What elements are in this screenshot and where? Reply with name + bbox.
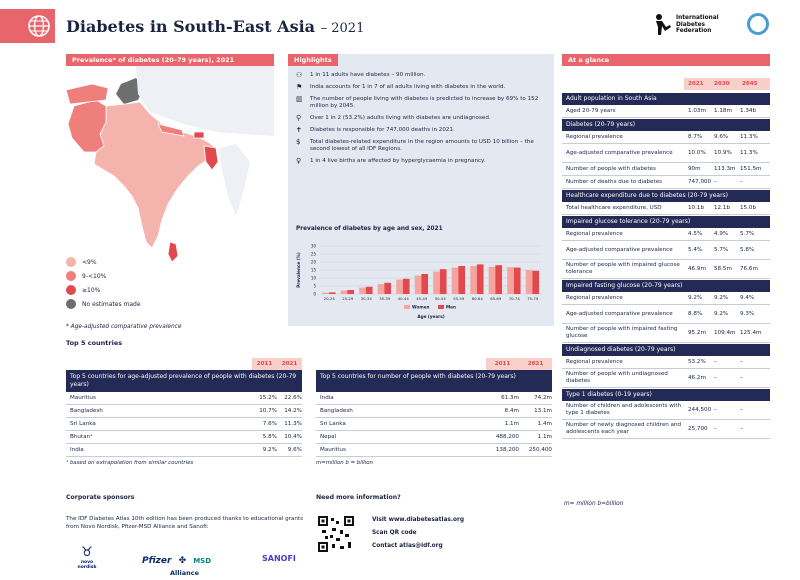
legend-item: <9% bbox=[66, 257, 141, 267]
map-heading: Prevalence* of diabetes (20–79 years), 2021 bbox=[66, 54, 274, 66]
glance-row: Number of children and adolescents with type 1 diabetes 244,500 – – bbox=[562, 401, 770, 420]
glance-row: Number of people with impaired glucose tolerance 46.9m 58.5m 76.6m bbox=[562, 260, 770, 279]
bar-women bbox=[489, 267, 496, 294]
sponsor-logos bbox=[66, 546, 306, 580]
bar-men bbox=[421, 274, 428, 294]
x-tick-label: 75-79 bbox=[527, 296, 539, 301]
legend-item: ≥10% bbox=[66, 285, 141, 295]
glance-table bbox=[562, 92, 770, 439]
chart-icon: ▥ bbox=[296, 95, 303, 103]
y-tick-label: 25 bbox=[310, 251, 316, 257]
pfizer-msd-logo: Pfizer ✤ MSD Alliance bbox=[142, 556, 212, 577]
legend-swatch-icon bbox=[66, 257, 76, 267]
glance-section-title: Type 1 diabetes (0-19 years) bbox=[562, 389, 770, 401]
top5-prevalence-table: 2011 2021 Top 5 countries for age-adjusted prevalence of people with diabetes (20-79 years) Mauritius 15.2% 22.6% Bangladesh 10.7% 14.2% Sri Lanka 7.6% 11.3% Bhutan¹ 5.8% 10.4% India 9.2% 9.6% ¹ based on extrapolation from similar countries bbox=[66, 358, 302, 466]
x-tick-label: 40-44 bbox=[397, 296, 409, 301]
bar-women bbox=[526, 270, 533, 294]
table-row: Bhutan¹ 5.8% 10.4% bbox=[66, 431, 302, 444]
apis-bull-icon: ♉ bbox=[81, 545, 93, 560]
myanmar-region bbox=[218, 144, 250, 216]
glance-row: Aged 20-79 years 1.03m 1.18m 1.34b bbox=[562, 105, 770, 118]
highlight-item: $ Total diabetes-related expenditure in the region amounts to USD 10 billion – the second lowest of all IDF Regions. bbox=[296, 138, 534, 152]
bar-men bbox=[532, 271, 539, 294]
glance-row: Total healthcare expenditure, USD 10.1b 12.1b 15.0b bbox=[562, 202, 770, 215]
table-title: Top 5 countries for number of people with diabetes (20-79 years) bbox=[316, 370, 552, 392]
bar-women bbox=[396, 280, 403, 294]
x-tick-label: 55-59 bbox=[453, 296, 465, 301]
y-tick-label: 30 bbox=[310, 243, 316, 249]
highlight-item: ✝ Diabetes is responsible for 747,000 deaths in 2021. bbox=[296, 126, 455, 134]
top5-number-table: 2011 2021 Top 5 countries for number of people with diabetes (20-79 years) India 61.3m 74.2m Bangladesh 8.4m 13.1m Sri Lanka 1.1m 1.4m Nepal 488,200 1.1m Mauritius 138,200 250,400 m=million b = billion bbox=[316, 358, 552, 466]
legend-label: Men bbox=[446, 304, 456, 310]
bar-women bbox=[378, 284, 385, 294]
glance-row: Number of people with undiagnosed diabetes 46.2m – – bbox=[562, 369, 770, 388]
glance-section-title: Undiagnosed diabetes (20-79 years) bbox=[562, 344, 770, 356]
legend-label: Women bbox=[412, 304, 430, 310]
bangladesh-region bbox=[204, 146, 218, 170]
bar-men bbox=[403, 279, 410, 294]
bar-women bbox=[452, 268, 459, 294]
table-title: Top 5 countries for age-adjusted prevalence of people with diabetes (20-79 years) bbox=[66, 370, 302, 392]
bar-men bbox=[329, 292, 336, 294]
chart-title: Prevalence of diabetes by age and sex, 2021 bbox=[296, 226, 443, 232]
y-tick-label: 20 bbox=[310, 259, 316, 265]
table-row: Mauritius 138,200 250,400 bbox=[316, 444, 552, 457]
map-legend bbox=[66, 257, 141, 313]
bar-men bbox=[366, 287, 373, 294]
y-tick-label: 15 bbox=[310, 267, 316, 273]
glance-section-title: Impaired glucose tolerance (20-79 years) bbox=[562, 216, 770, 228]
globe-icon bbox=[27, 14, 51, 38]
page-title: Diabetes in South-East Asia – 2021 bbox=[66, 17, 365, 36]
bar-men bbox=[514, 268, 521, 294]
x-tick-label: 65-69 bbox=[490, 296, 502, 301]
age-sex-bar-chart bbox=[290, 236, 550, 324]
x-tick-label: 35-39 bbox=[379, 296, 391, 301]
legend-swatch bbox=[438, 305, 444, 309]
sri-lanka-region bbox=[168, 242, 178, 262]
contact-email-link[interactable]: Contact atlas@idf.org bbox=[372, 543, 443, 549]
glance-row: Number of newly diagnosed children and adolescents each year 25,700 – – bbox=[562, 420, 770, 439]
highlight-item: ⚑ India accounts for 1 in 7 of all adults living with diabetes in the world. bbox=[296, 83, 506, 91]
glance-section-title: Diabetes (20-79 years) bbox=[562, 119, 770, 131]
legend-swatch bbox=[404, 305, 410, 309]
legend-item: 9-<10% bbox=[66, 271, 141, 281]
y-tick-label: 0 bbox=[313, 291, 316, 297]
glance-year-header: 2021 2030 2045 bbox=[684, 78, 770, 90]
bar-women bbox=[359, 288, 366, 294]
x-tick-label: 70-74 bbox=[508, 296, 520, 301]
bar-men bbox=[347, 290, 354, 294]
glance-section-title: Healthcare expenditure due to diabetes (20-79 years) bbox=[562, 190, 770, 202]
x-tick-label: 30-34 bbox=[360, 296, 372, 301]
x-tick-label: 45-49 bbox=[416, 296, 428, 301]
table-row: Sri Lanka 1.1m 1.4m bbox=[316, 418, 552, 431]
money-icon: $ bbox=[296, 138, 301, 146]
bar-men bbox=[458, 266, 465, 294]
bar-women bbox=[322, 293, 329, 294]
qr-code-icon[interactable] bbox=[318, 516, 354, 552]
glance-heading: At a glance bbox=[562, 54, 770, 66]
legend-swatch-icon bbox=[66, 285, 76, 295]
y-axis-label: Prevalence (%) bbox=[296, 252, 301, 288]
legend-swatch-icon bbox=[66, 271, 76, 281]
glance-row: Regional prevalence 9.2% 9.2% 9.4% bbox=[562, 292, 770, 305]
table-row: India 61.3m 74.2m bbox=[316, 392, 552, 405]
highlights-heading: Highlights bbox=[288, 54, 338, 66]
highlight-item: ⚇ 1 in 11 adults have diabetes – 90 million. bbox=[296, 71, 426, 79]
x-tick-label: 50-54 bbox=[434, 296, 446, 301]
search-person-icon: ⚲ bbox=[296, 114, 302, 122]
scan-qr-text: Scan QR code bbox=[372, 530, 417, 536]
bar-women bbox=[415, 276, 422, 294]
table-row: India 9.2% 9.6% bbox=[66, 444, 302, 457]
y-tick-label: 5 bbox=[313, 283, 316, 289]
map-footnote: * Age-adjusted comparative prevalence bbox=[66, 324, 182, 330]
highlight-item: ⚲ Over 1 in 2 (53.2%) adults living with diabetes are undiagnosed. bbox=[296, 114, 491, 122]
glance-row: Regional prevalence 8.7% 9.6% 11.3% bbox=[562, 131, 770, 144]
x-tick-label: 20-24 bbox=[323, 296, 335, 301]
bar-women bbox=[507, 267, 514, 294]
table-footnote: m=million b = billion bbox=[316, 460, 373, 466]
table-row: Sri Lanka 7.6% 11.3% bbox=[66, 418, 302, 431]
table-row: Nepal 488,200 1.1m bbox=[316, 431, 552, 444]
info-lines bbox=[372, 514, 464, 553]
msd-icon: ✤ bbox=[178, 556, 187, 566]
bar-men bbox=[440, 269, 447, 294]
table-row: Mauritius 15.2% 22.6% bbox=[66, 392, 302, 405]
pakistan-region bbox=[68, 100, 106, 152]
glance-row: Number of people with impaired fasting glucose 95.2m 109.4m 125.4m bbox=[562, 324, 770, 343]
glance-row: Regional prevalence 53.2% – – bbox=[562, 356, 770, 369]
glance-row: Age-adjusted comparative prevalence 5.4% 5.7% 5.8% bbox=[562, 241, 770, 260]
table-row: Bangladesh 8.4m 13.1m bbox=[316, 405, 552, 418]
x-tick-label: 60-64 bbox=[471, 296, 483, 301]
glance-section-title: Impaired fasting glucose (20-79 years) bbox=[562, 280, 770, 292]
y-tick-label: 10 bbox=[310, 275, 316, 281]
highlights-list bbox=[296, 72, 548, 170]
glance-footnote: m= million b=billion bbox=[564, 501, 624, 507]
x-axis-label: Age (years) bbox=[417, 314, 445, 319]
novo-nordisk-logo: ♉ novo nordisk bbox=[72, 546, 102, 570]
table-row: Bangladesh 10.7% 14.2% bbox=[66, 405, 302, 418]
highlight-item: ♀ 1 in 4 live births are affected by hyperglycaemia in pregnancy. bbox=[296, 157, 486, 165]
website-link[interactable]: Visit www.diabetesatlas.org bbox=[372, 517, 465, 523]
afghanistan-region bbox=[66, 84, 108, 104]
legend-swatch-icon bbox=[66, 299, 76, 309]
x-tick-label: 25-29 bbox=[342, 296, 354, 301]
header-bar bbox=[0, 0, 800, 46]
people-icon: ⚇ bbox=[296, 71, 303, 79]
flag-icon: ⚑ bbox=[296, 83, 303, 91]
top5-heading: Top 5 countries bbox=[66, 339, 123, 347]
bar-men bbox=[477, 264, 484, 294]
bar-men bbox=[495, 265, 502, 294]
blue-circle-icon bbox=[747, 13, 769, 35]
glance-row: Number of deaths due to diabetes 747,000 – – bbox=[562, 176, 770, 189]
pregnancy-icon: ♀ bbox=[296, 157, 302, 165]
glance-row: Number of people with diabetes 90m 113.3m 151.5m bbox=[562, 163, 770, 176]
bar-women bbox=[433, 272, 440, 294]
death-icon: ✝ bbox=[296, 126, 302, 134]
highlight-item: ▥ The number of people living with diabetes is predicted to increase by 69% to 152 million by 2045. bbox=[296, 95, 539, 109]
sponsors-text: The IDF Diabetes Atlas 10th edition has been produced thanks to educational grants from Novo Nordisk, Pfizer-MSD Alliance and Sanofi: bbox=[66, 516, 304, 530]
bar-men bbox=[384, 283, 391, 294]
bar-women bbox=[470, 266, 477, 294]
glance-row: Age-adjusted comparative prevalence 10.0% 10.9% 11.3% bbox=[562, 144, 770, 163]
idf-logo-icon bbox=[653, 13, 673, 37]
sponsors-heading: Corporate sponsors bbox=[66, 494, 135, 501]
bhutan-region bbox=[194, 132, 204, 138]
legend-item: No estimates made bbox=[66, 299, 141, 309]
table-footnote: ¹ based on extrapolation from similar countries bbox=[66, 460, 194, 466]
bar-women bbox=[341, 290, 348, 294]
glance-row: Regional prevalence 4.5% 4.9% 5.7% bbox=[562, 228, 770, 241]
glance-section-title: Adult population in South Asia bbox=[562, 93, 770, 105]
info-heading: Need more information? bbox=[316, 494, 401, 501]
idf-logo-text: International Diabetes Federation bbox=[676, 15, 719, 34]
glance-row: Age-adjusted comparative prevalence 8.8% 9.2% 9.3% bbox=[562, 305, 770, 324]
sanofi-logo: SANOFI bbox=[262, 554, 296, 563]
